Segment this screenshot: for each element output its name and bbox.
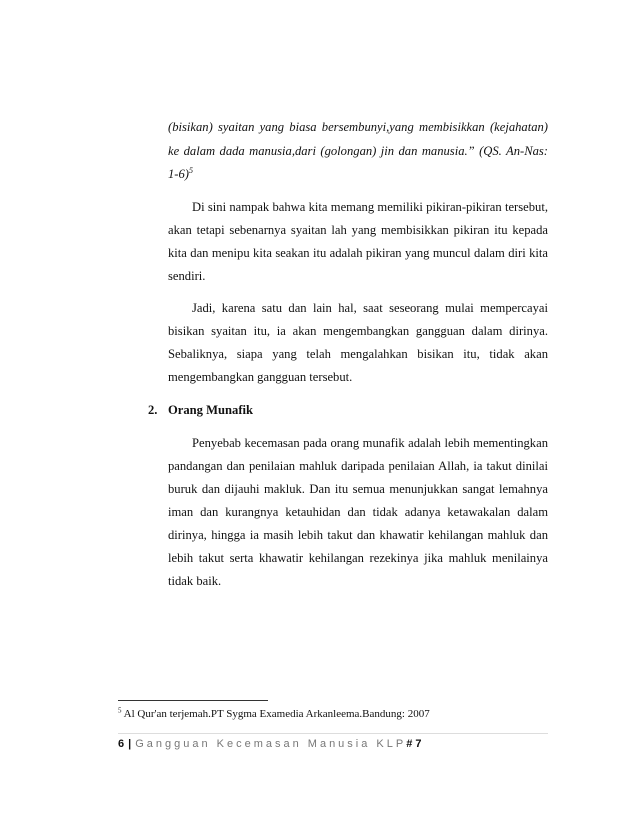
quote-line-1: (bisikan) syaitan yang biasa bersembunyi,yang membisikkan (kejahatan) [168,120,548,134]
quote-line-3-text: 1-6) [168,167,189,181]
para3-line-6: lebih takut serta khawatir kehilangan rezekinya jika mahluk menilainya [168,551,548,565]
footer-page-number: 6 [118,738,125,750]
quote-line-3 [168,166,548,182]
footnote-number: 5 [118,706,122,715]
footnote-separator [118,700,268,701]
quote-line-2: ke dalam dada manusia,dari (golongan) jin dan manusia.” (QS. An-Nas: [168,144,548,158]
para3-line-3: buruk dan dijauhi makluk. Dan itu semua menunjukkan sangat lemahnya [168,482,548,496]
para3-line-7: tidak baik. [168,574,222,588]
section-heading-text: Orang Munafik [168,403,254,417]
footnote-text: Al Qur'an terjemah.PT Sygma Examedia Arkanleema.Bandung: 2007 [123,708,430,720]
para3-line-1: Penyebab kecemasan pada orang munafik adalah lebih mementingkan [192,436,548,450]
para1-line-3: kita dan menipu kita seakan itu adalah pikiran yang muncul dalam diri kita [168,246,548,260]
footer-separator: | [128,738,132,750]
para3-line-5: dirinya, hingga ia masih lebih takut dan khawatir kehilangan mahluk dan [168,528,548,542]
footer-group-number: #7 [406,738,425,750]
para1-line-4: sendiri. [168,269,206,283]
para3-line-4: iman dan kurangnya ketauhidan dan tidak adanya ketawakalan dalam [168,505,548,519]
footer-divider [118,733,548,734]
para1-line-1: Di sini nampak bahwa kita memang memiliki pikiran-pikiran tersebut, [192,200,548,214]
section-heading [148,402,253,418]
quote-footnote-ref: 5 [188,165,193,175]
page-footer [118,738,424,750]
footer-title: Gangguan Kecemasan Manusia KLP [135,738,407,750]
section-heading-number: 2. [148,403,158,417]
para3-line-2: pandangan dan penilaian mahluk daripada penilaian Allah, ia takut dinilai [168,459,548,473]
para1-line-2: akan tetapi sebenarnya syaitan lah yang membisikkan pikiran itu kepada [168,223,548,237]
para2-line-3: Sebaliknya, siapa yang telah mengalahkan bisikan itu, tidak akan [168,347,548,361]
para2-line-1: Jadi, karena satu dan lain hal, saat seseorang mulai mempercayai [192,301,548,315]
para2-line-2: bisikan syaitan itu, ia akan mengembangkan gangguan dalam dirinya. [168,324,548,338]
footnote [118,707,430,721]
para2-line-4: mengembangkan gangguan tersebut. [168,370,353,384]
